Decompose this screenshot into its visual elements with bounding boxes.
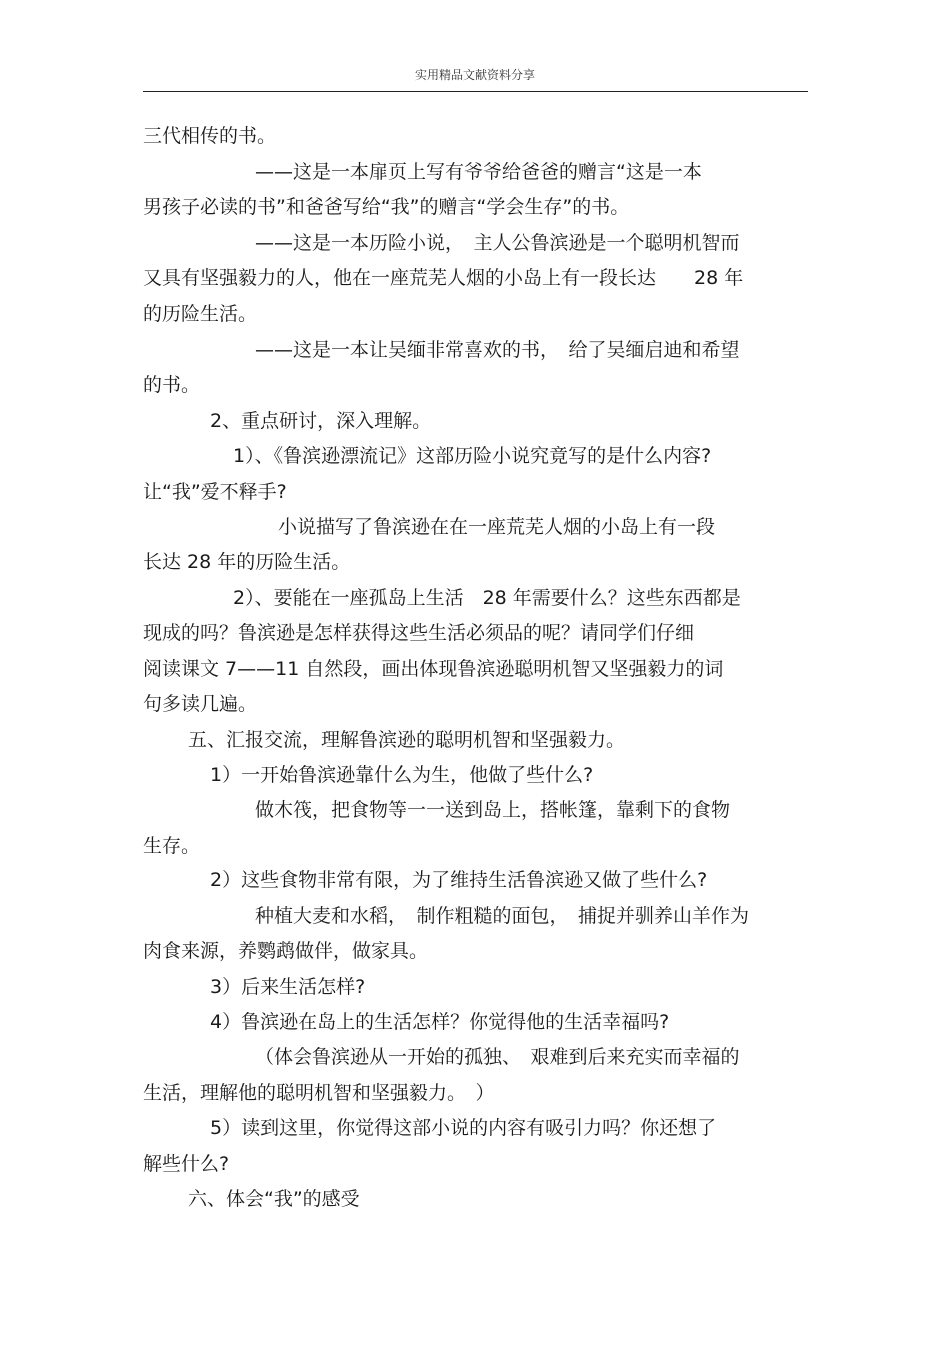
text-line: ——这是一本历险小说， 主人公鲁滨逊是一个聪明机智而	[255, 232, 740, 254]
text-line: 的书。	[143, 374, 201, 396]
text-line: 2）、要能在一座孤岛上生活 28 年需要什么？这些东西都是	[233, 587, 741, 609]
text-line: ——这是一本让吴缅非常喜欢的书， 给了吴缅启迪和希望	[255, 339, 740, 361]
section-heading: 五、汇报交流，理解鲁滨逊的聪明机智和坚强毅力。	[188, 729, 626, 751]
text-line: 肉食来源，养鹦鹉做伴，做家具。	[143, 940, 429, 962]
text-line: 又具有坚强毅力的人，他在一座荒芜人烟的小岛上有一段长达 28 年	[143, 267, 744, 289]
text-line: 5）读到这里，你觉得这部小说的内容有吸引力吗？你还想了	[210, 1117, 717, 1139]
text-line: 种植大麦和水稻， 制作粗糙的面包， 捕捉并驯养山羊作为	[255, 905, 750, 927]
text-line: 生存。	[143, 835, 201, 857]
text-line: 长达 28 年的历险生活。	[143, 551, 351, 573]
text-line: （体会鲁滨逊从一开始的孤独、 艰难到后来充实而幸福的	[255, 1046, 740, 1068]
text-line: 现成的吗？鲁滨逊是怎样获得这些生活必须品的呢？请同学们仔细	[143, 622, 695, 644]
header-divider	[143, 91, 808, 92]
text-line: 的历险生活。	[143, 303, 258, 325]
text-line: 3）后来生活怎样?	[210, 976, 366, 998]
section-heading: 六、体会“我”的感受	[188, 1188, 360, 1210]
text-line: 1）一开始鲁滨逊靠什么为生，他做了些什么?	[210, 764, 594, 786]
text-line: 1）、《鲁滨逊漂流记》这部历险小说究竟写的是什么内容?	[233, 445, 712, 467]
text-line: 生活，理解他的聪明机智和坚强毅力。 ）	[143, 1082, 495, 1104]
text-line: 做木筏，把食物等一一送到岛上，搭帐篷，靠剩下的食物	[255, 799, 731, 821]
page-header-title: 实用精品文献资料分享	[414, 68, 535, 82]
text-line: 让“我”爱不释手?	[143, 481, 287, 503]
text-line: 解些什么?	[143, 1153, 230, 1175]
text-line: 句多读几遍。	[143, 693, 258, 715]
text-line: 4）鲁滨逊在岛上的生活怎样？你觉得他的生活幸福吗?	[210, 1011, 670, 1033]
text-line: 阅读课文 7——11 自然段，画出体现鲁滨逊聪明机智又坚强毅力的词	[143, 658, 724, 680]
text-line: 小说描写了鲁滨逊在在一座荒芜人烟的小岛上有一段	[278, 516, 716, 538]
text-line: 2、重点研讨，深入理解。	[210, 410, 432, 432]
text-line: ——这是一本扉页上写有爷爷给爸爸的赠言“这是一本	[255, 161, 702, 183]
text-line: 三代相传的书。	[143, 125, 277, 147]
text-line: 男孩子必读的书”和爸爸写给“我”的赠言“学会生存”的书。	[143, 196, 630, 218]
text-line: 2）这些食物非常有限，为了维持生活鲁滨逊又做了些什么?	[210, 869, 708, 891]
